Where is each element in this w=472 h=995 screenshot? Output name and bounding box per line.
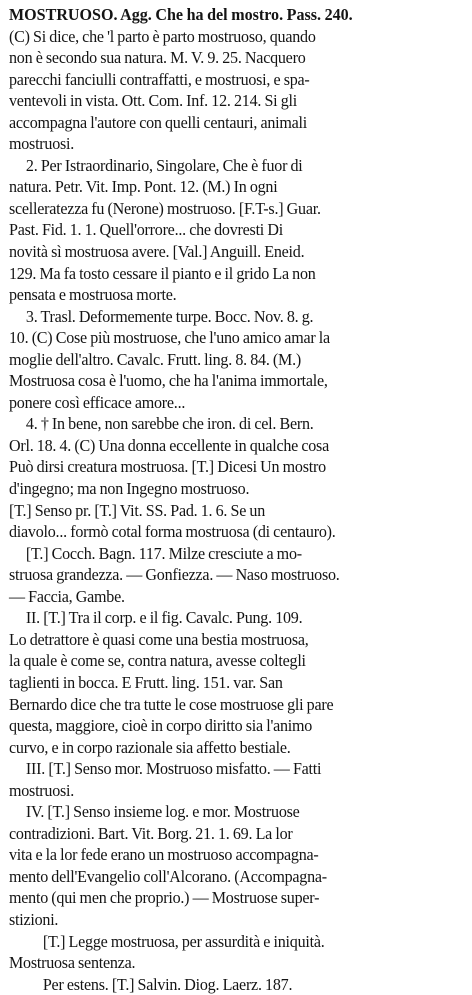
senso-pr-line-4: struosa grandezza. — Gonfiezza. — Naso mostruoso.	[9, 565, 340, 585]
sense-iv-line-4: mento dell'Evangelio coll'Alcorano. (Accompagna-	[9, 866, 327, 886]
sense-3-line-4: Mostruosa cosa è l'uomo, che ha l'anima immortale,	[9, 371, 328, 391]
sense-2-line-4: Past. Fid. 1. 1. Quell'orrore... che dovresti Di	[9, 220, 283, 240]
sense-4-line-3: Può dirsi creatura mostruosa. [T.] Dicesi Un mostro	[9, 457, 326, 477]
senso-pr-line-3: [T.] Cocch. Bagn. 117. Milze cresciute a mo-	[25, 543, 302, 563]
sense-iv-line-5: mento (qui men che proprio.) — Mostruose super-	[9, 888, 320, 908]
senso-pr-line-5: — Faccia, Gambe.	[9, 586, 125, 606]
sense-3-line-5: ponere così efficace amore...	[9, 392, 186, 412]
sense-2-line-1: 2. Per Istraordinario, Singolare, Che è fuor di	[25, 155, 303, 175]
dictionary-entry-mostruoso	[9, 4, 468, 995]
legge-line-2: Mostruosa sentenza.	[9, 953, 136, 973]
entry-line-4: parecchi fanciulli contraffatti, e mostruosi, e spa-	[9, 69, 310, 89]
sense-iv-line-2: contradizioni. Bart. Vit. Borg. 21. 1. 69. La lor	[9, 823, 293, 843]
sense-2-line-3: scelleratezza fu (Nerone) mostruoso. [F.T-s.] Guar.	[9, 198, 321, 218]
sense-iv-line-3: vita e la lor fede erano un mostruoso accompagna-	[9, 845, 319, 865]
entry-line-7: mostruosi.	[9, 134, 75, 154]
entry-line-1: MOSTRUOSO. Agg. Che ha del mostro. Pass. 240.	[9, 5, 353, 24]
legge-line-1: [T.] Legge mostruosa, per assurdità e iniquità.	[42, 931, 325, 951]
sense-3-line-1: 3. Trasl. Deformemente turpe. Bocc. Nov. 8. g.	[25, 306, 314, 326]
entry-line-2: (C) Si dice, che 'l parto è parto mostruoso, quando	[9, 26, 316, 46]
senso-pr-line-1: [T.] Senso pr. [T.] Vit. SS. Pad. 1. 6. Se un	[9, 500, 266, 520]
per-estens-line: Per estens. [T.] Salvin. Diog. Laerz. 187.	[42, 974, 293, 994]
sense-4-line-1: 4. † In bene, non sarebbe che iron. di cel. Bern.	[25, 414, 314, 434]
sense-iv-line-6: stizioni.	[9, 909, 59, 929]
sense-ii-line-1: II. [T.] Tra il corp. e il fig. Cavalc. Pung. 109.	[25, 608, 303, 628]
sense-4-line-4: d'ingegno; ma non Ingegno mostruoso.	[9, 479, 250, 499]
entry-line-6: accompagna l'autore con quelli centauri, animali	[9, 112, 308, 132]
sense-ii-line-2: Lo detrattore è quasi come una bestia mostruosa,	[9, 629, 309, 649]
sense-iii-line-1: III. [T.] Senso mor. Mostruoso misfatto. — Fatti	[25, 759, 322, 779]
sense-ii-line-4: taglienti in bocca. E Frutt. ling. 151. var. San	[9, 672, 283, 692]
sense-ii-line-3: la quale è come se, contra natura, avesse coltegli	[9, 651, 306, 671]
senso-pr-line-2: diavolo... formò cotal forma mostruosa (di centauro).	[9, 522, 336, 542]
sense-4-line-2: Orl. 18. 4. (C) Una donna eccellente in qualche cosa	[9, 435, 329, 455]
sense-2-line-2: natura. Petr. Vit. Imp. Pont. 12. (M.) In ogni	[9, 177, 278, 197]
sense-3-line-3: moglie dell'altro. Cavalc. Frutt. ling. 8. 84. (M.)	[9, 349, 301, 369]
entry-line-5: ventevoli in vista. Ott. Com. Inf. 12. 214. Si gli	[9, 91, 297, 111]
sense-iv-line-1: IV. [T.] Senso insieme log. e mor. Mostruose	[25, 802, 300, 822]
sense-2-line-6: 129. Ma fa tosto cessare il pianto e il grido La non	[9, 263, 316, 283]
sense-2-line-7: pensata e mostruosa morte.	[9, 285, 177, 305]
sense-ii-line-6: questa, maggiore, cioè in corpo diritto sia l'animo	[9, 716, 313, 736]
sense-ii-line-5: Bernardo dice che tra tutte le cose mostruose gli pare	[9, 694, 334, 714]
sense-2-line-5: novità sì mostruosa avere. [Val.] Anguill. Eneid.	[9, 242, 305, 262]
sense-3-line-2: 10. (C) Cose più mostruose, che l'uno amico amar la	[9, 328, 330, 348]
sense-ii-line-7: curvo, e in corpo razionale sia affetto bestiale.	[9, 737, 291, 757]
entry-line-3: non è secondo sua natura. M. V. 9. 25. Nacquero	[9, 48, 306, 68]
sense-iii-line-2: mostruosi.	[9, 780, 75, 800]
